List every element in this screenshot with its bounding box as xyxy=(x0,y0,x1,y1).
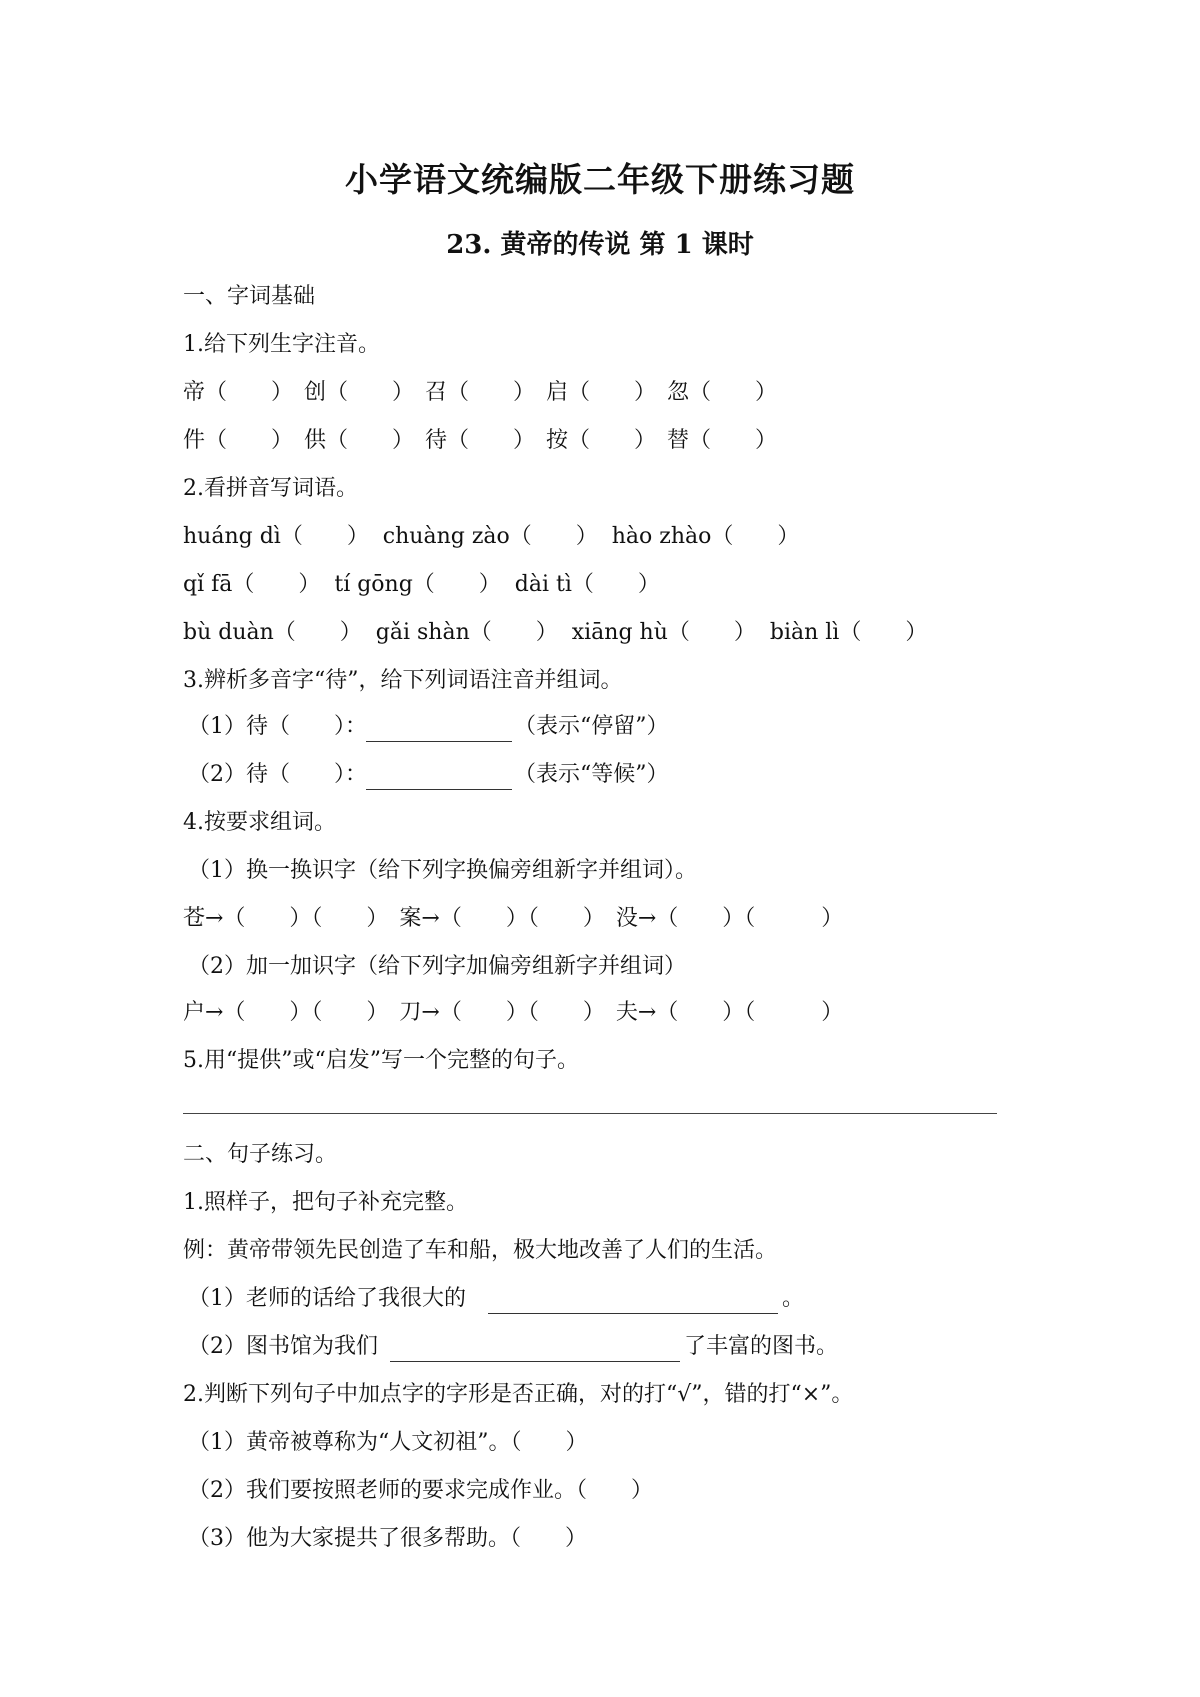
s2-q2-prompt: 2.判断下列句子中加点字的字形是否正确，对的打“√”，错的打“×”。 xyxy=(183,1382,854,1407)
s2-q1-example: 例：黄帝带领先民创造了车和船，极大地改善了人们的生活。 xyxy=(183,1238,778,1263)
q3-item2-left: （2）待（ ）： xyxy=(188,762,367,787)
s2-q1-item2-left: （2）图书馆为我们 xyxy=(188,1334,378,1359)
q1-row2: 件（ ） 供（ ） 待（ ） 按（ ） 替（ ） xyxy=(183,428,778,453)
s2-q2-item3: （3）他为大家提共了很多帮助。（ ） xyxy=(188,1526,587,1551)
q2-row3: bù duàn（ ） gǎi shàn（ ） xiāng hù（ ） biàn lì（ ） xyxy=(183,620,928,645)
q3-prompt: 3.辨析多音字“待”，给下列词语注音并组词。 xyxy=(183,668,623,693)
q2-row1: huáng dì（ ） chuàng zào（ ） hào zhào（ ） xyxy=(183,524,800,549)
q5-answer-line xyxy=(183,1113,997,1114)
s2-q1-item2-right: 了丰富的图书。 xyxy=(684,1334,839,1359)
q3-item1-blank xyxy=(366,740,512,742)
s2-q1-item1-blank xyxy=(488,1312,778,1314)
q1-prompt: 1.给下列生字注音。 xyxy=(183,332,380,357)
s2-q1-item2-blank xyxy=(390,1360,680,1362)
worksheet-title: 小学语文统编版二年级下册练习题 xyxy=(345,160,855,199)
q3-item2-blank xyxy=(366,788,512,790)
s2-q1-item1-right: 。 xyxy=(782,1286,805,1311)
lesson-subtitle: 23. 黄帝的传说 第 1 课时 xyxy=(446,230,754,260)
s2-q2-item1: （1）黄帝被尊称为“人文初祖”。（ ） xyxy=(188,1430,588,1455)
section2-heading: 二、句子练习。 xyxy=(183,1142,338,1167)
section1-heading: 一、字词基础 xyxy=(183,284,316,309)
q3-item1-left: （1）待（ ）： xyxy=(188,714,367,739)
q2-row2: qǐ fā（ ） tí gōng（ ） dài tì（ ） xyxy=(183,572,660,597)
q5-prompt: 5.用“提供”或“启发”写一个完整的句子。 xyxy=(183,1048,579,1073)
s2-q2-item2: （2）我们要按照老师的要求完成作业。（ ） xyxy=(188,1478,653,1503)
s2-q1-prompt: 1.照样子，把句子补充完整。 xyxy=(183,1190,468,1215)
q2-prompt: 2.看拼音写词语。 xyxy=(183,476,358,501)
q3-item1-right: （表示“停留”） xyxy=(514,714,669,739)
q3-item2-right: （表示“等候”） xyxy=(514,762,669,787)
q1-row1: 帝（ ） 创（ ） 召（ ） 启（ ） 忽（ ） xyxy=(183,380,778,405)
s2-q1-item1-left: （1）老师的话给了我很大的 xyxy=(188,1286,466,1311)
q4-prompt: 4.按要求组词。 xyxy=(183,810,336,835)
q4-sub1: （1）换一换识字（给下列字换偏旁组新字并组词）。 xyxy=(188,858,697,883)
q4-sub1-row: 苍→（ ）（ ） 案→（ ）（ ） 没→（ ）（ ） xyxy=(183,906,844,931)
q4-sub2: （2）加一加识字（给下列字加偏旁组新字并组词） xyxy=(188,954,686,979)
q4-sub2-row: 户→（ ）（ ） 刀→（ ）（ ） 夫→（ ）（ ） xyxy=(183,1000,844,1025)
